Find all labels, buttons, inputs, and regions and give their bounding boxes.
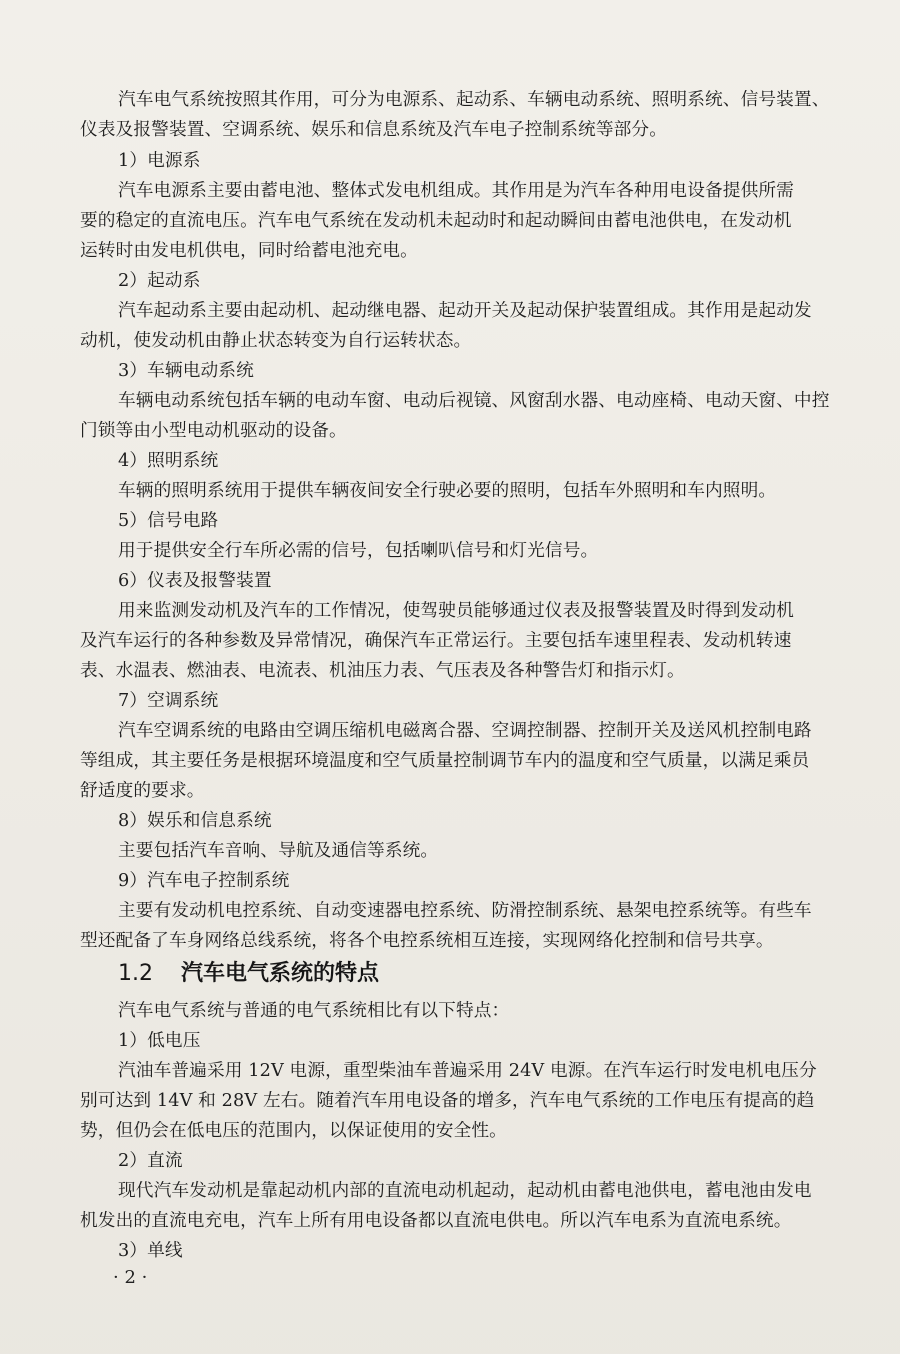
paragraph-line: 势，但仍会在低电压的范围内，以保证使用的安全性。 (80, 1121, 507, 1141)
subsection-heading: 2）直流 (118, 1151, 183, 1171)
paragraph-line: 要的稳定的直流电压。汽车电气系统在发动机未起动时和起动瞬间由蓄电池供电，在发动机 (80, 211, 792, 231)
paragraph-line: 等组成，其主要任务是根据环境温度和空气质量控制调节车内的温度和空气质量，以满足乘员 (80, 751, 810, 771)
paragraph-line: 机发出的直流电充电，汽车上所有用电设备都以直流电供电。所以汽车电系为直流电系统。 (80, 1211, 792, 1231)
paragraph-line: 及汽车运行的各种参数及异常情况，确保汽车正常运行。主要包括车速里程表、发动机转速 (80, 631, 792, 651)
paragraph-line: 汽车电气系统与普通的电气系统相比有以下特点： (118, 1001, 510, 1021)
subsection-heading: 6）仪表及报警装置 (118, 571, 272, 591)
paragraph-line: 动机，使发动机由静止状态转变为自行运转状态。 (80, 331, 472, 351)
subsection-heading: 3）车辆电动系统 (118, 361, 254, 381)
paragraph-line: 汽车起动系主要由起动机、起动继电器、起动开关及起动保护装置组成。其作用是起动发 (118, 301, 812, 321)
section-heading (118, 957, 379, 991)
paragraph-line: 门锁等由小型电动机驱动的设备。 (80, 421, 347, 441)
paragraph-line: 别可达到 14V 和 28V 左右。随着汽车用电设备的增多，汽车电气系统的工作电压有提高的趋 (80, 1091, 815, 1111)
subsection-heading: 1）低电压 (118, 1031, 201, 1051)
paragraph-line: 汽油车普遍采用 12V 电源，重型柴油车普遍采用 24V 电源。在汽车运行时发电机电压分 (118, 1061, 817, 1081)
paragraph-line: 汽车电源系主要由蓄电池、整体式发电机组成。其作用是为汽车各种用电设备提供所需 (118, 181, 794, 201)
subsection-heading: 2）起动系 (118, 271, 201, 291)
paragraph-line: 用于提供安全行车所必需的信号，包括喇叭信号和灯光信号。 (118, 541, 599, 561)
paragraph-line: 表、水温表、燃油表、电流表、机油压力表、气压表及各种警告灯和指示灯。 (80, 661, 685, 681)
paragraph-line: 汽车空调系统的电路由空调压缩机电磁离合器、空调控制器、控制开关及送风机控制电路 (118, 721, 812, 741)
paragraph-line: 主要有发动机电控系统、自动变速器电控系统、防滑控制系统、悬架电控系统等。有些车 (118, 901, 812, 921)
subsection-heading: 1）电源系 (118, 151, 201, 171)
paragraph-line: 车辆的照明系统用于提供车辆夜间安全行驶必要的照明，包括车外照明和车内照明。 (118, 481, 777, 501)
paragraph-line: 用来监测发动机及汽车的工作情况，使驾驶员能够通过仪表及报警装置及时得到发动机 (118, 601, 794, 621)
paragraph-line: 主要包括汽车音响、导航及通信等系统。 (118, 841, 439, 861)
subsection-heading: 9）汽车电子控制系统 (118, 871, 290, 891)
page-number: · 2 · (113, 1267, 148, 1288)
subsection-heading: 8）娱乐和信息系统 (118, 811, 272, 831)
subsection-heading: 3）单线 (118, 1241, 183, 1261)
section-title: 汽车电气系统的特点 (181, 961, 380, 986)
subsection-heading: 5）信号电路 (118, 511, 219, 531)
paragraph-line: 仪表及报警装置、空调系统、娱乐和信息系统及汽车电子控制系统等部分。 (80, 120, 667, 140)
subsection-heading: 4）照明系统 (118, 451, 219, 471)
subsection-heading: 7）空调系统 (118, 691, 219, 711)
paragraph-line: 汽车电气系统按照其作用，可分为电源系、起动系、车辆电动系统、照明系统、信号装置、 (118, 90, 830, 110)
section-number: 1.2 (118, 961, 153, 986)
paragraph-line: 现代汽车发动机是靠起动机内部的直流电动机起动，起动机由蓄电池供电，蓄电池由发电 (118, 1181, 812, 1201)
paragraph-line: 车辆电动系统包括车辆的电动车窗、电动后视镜、风窗刮水器、电动座椅、电动天窗、中控 (118, 391, 830, 411)
paragraph-line: 运转时由发电机供电，同时给蓄电池充电。 (80, 241, 418, 261)
paragraph-line: 型还配备了车身网络总线系统，将各个电控系统相互连接，实现网络化控制和信号共享。 (80, 931, 774, 951)
paragraph-line: 舒适度的要求。 (80, 781, 205, 801)
